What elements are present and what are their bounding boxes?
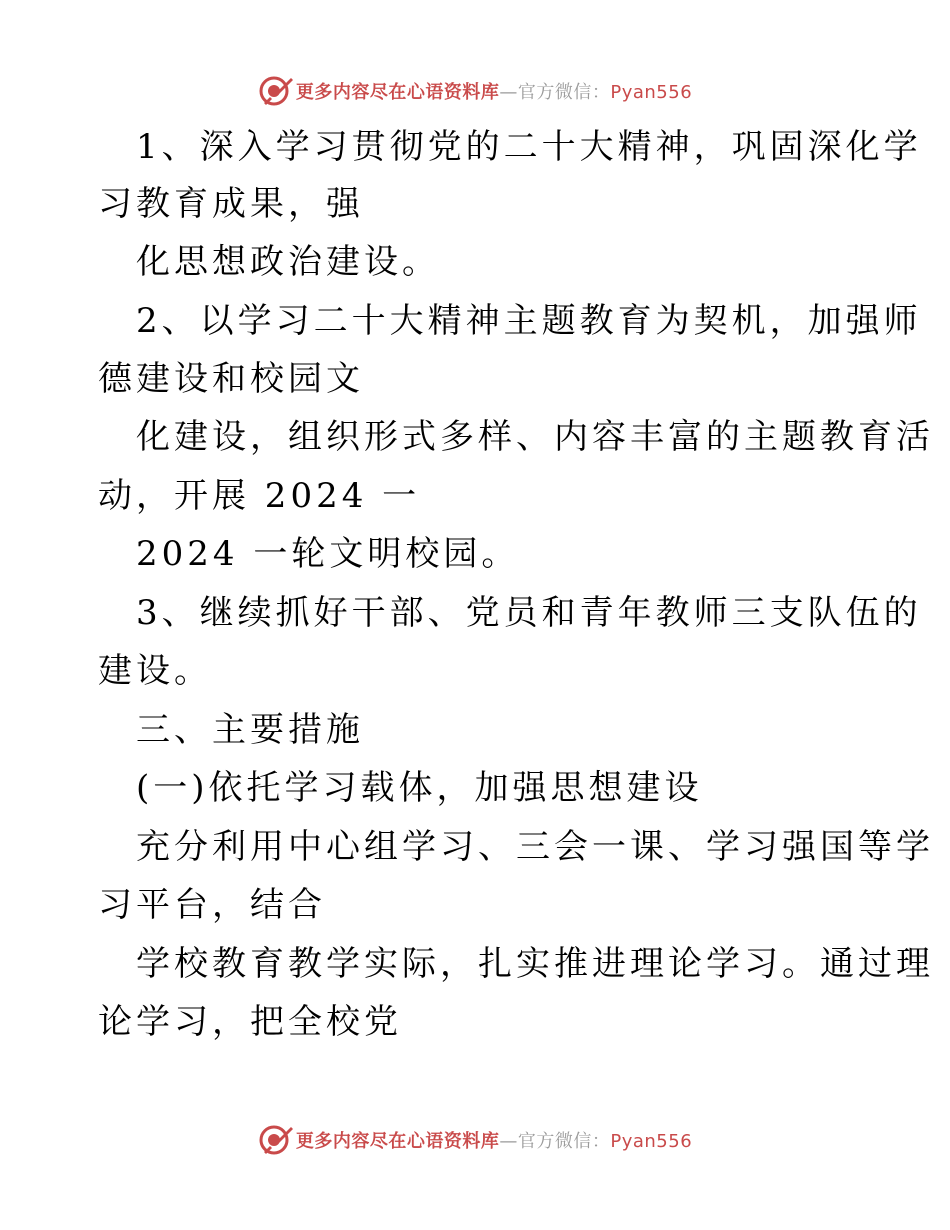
text-line: 德建设和校园文: [98, 359, 364, 399]
text-line: 动，开展 2024 一: [98, 476, 421, 516]
watermark-wechat-label: 官方微信：: [517, 82, 611, 103]
footer-watermark: [0, 1120, 950, 1160]
text-line: 化思想政治建设。: [136, 242, 440, 282]
watermark-brand: 更多内容尽在心语资料库: [295, 82, 500, 103]
text-line: 充分利用中心组学习、三会一课、学习强国等学: [136, 827, 934, 867]
watermark-wechat-id: Pyan556: [610, 1131, 693, 1152]
text-line: 学校教育教学实际，扎实推进理论学习。通过理: [136, 944, 934, 984]
section-heading: 三、主要措施: [136, 710, 364, 750]
text-line: 论学习，把全校党: [98, 1002, 402, 1042]
text-line: 习平台，结合: [98, 885, 326, 925]
watermark-text: [296, 1127, 692, 1153]
watermark-wechat-label: 官方微信：: [517, 1131, 611, 1152]
text-line: 2、以学习二十大精神主题教育为契机，加强师: [136, 301, 922, 341]
text-line: 1、深入学习贯彻党的二十大精神，巩固深化学: [136, 127, 922, 167]
watermark-brand: 更多内容尽在心语资料库: [295, 1131, 500, 1152]
watermark-separator: —: [499, 1131, 518, 1152]
pen-logo-icon: [258, 1122, 294, 1158]
watermark-separator: —: [499, 82, 518, 103]
text-line: 习教育成果，强: [98, 184, 364, 224]
subsection-heading: (一)依托学习载体，加强思想建设: [136, 768, 703, 808]
watermark-wechat-id: Pyan556: [610, 82, 693, 103]
text-line: 3、继续抓好干部、党员和青年教师三支队伍的: [136, 593, 922, 633]
text-line: 建设。: [98, 651, 212, 691]
text-line: 2024 一轮文明校园。: [136, 534, 520, 574]
text-line: 化建设，组织形式多样、内容丰富的主题教育活: [136, 417, 934, 457]
